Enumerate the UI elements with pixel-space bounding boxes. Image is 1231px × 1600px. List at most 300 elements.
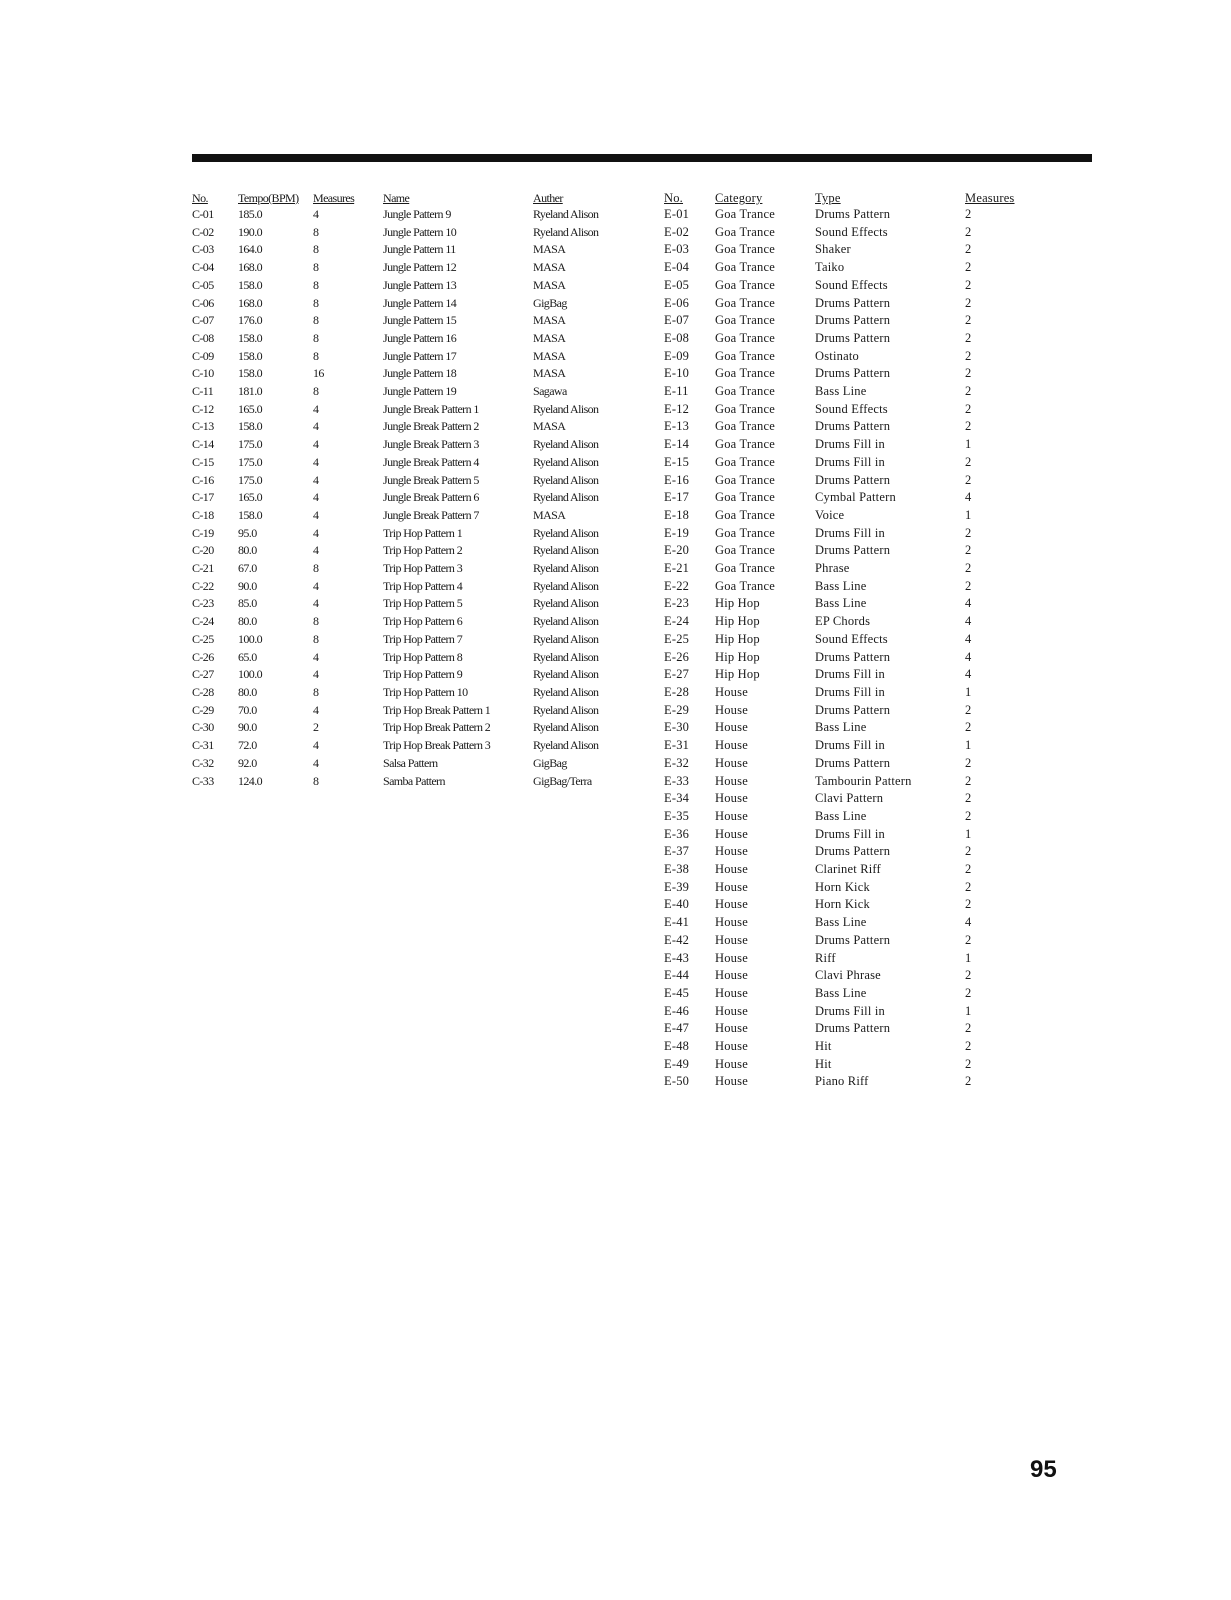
cell-tempo: 158.0 bbox=[238, 348, 263, 363]
table-row bbox=[192, 259, 651, 277]
cell-measures: 2 bbox=[965, 472, 972, 487]
cell-type: Clarinet Riff bbox=[815, 862, 881, 877]
cell-name: Jungle Break Pattern 1 bbox=[383, 401, 479, 416]
cell-measures: 4 bbox=[313, 419, 319, 434]
cell-auther: MASA bbox=[533, 242, 566, 257]
cell-no: E-27 bbox=[664, 667, 690, 682]
cell-no: E-18 bbox=[664, 507, 690, 522]
cell-no: C-02 bbox=[192, 224, 214, 239]
table-row bbox=[664, 950, 1035, 968]
cell-type: Drums Pattern bbox=[815, 313, 891, 328]
cell-type: Phrase bbox=[815, 561, 850, 576]
cell-measures: 2 bbox=[313, 720, 319, 735]
cell-no: E-45 bbox=[664, 985, 690, 1000]
c-header-name: Name bbox=[383, 191, 410, 205]
cell-category: Goa Trance bbox=[715, 419, 775, 434]
table-row bbox=[192, 436, 651, 454]
cell-category: House bbox=[715, 897, 748, 912]
cell-type: Drums Pattern bbox=[815, 932, 891, 947]
cell-name: Jungle Break Pattern 5 bbox=[383, 472, 479, 487]
cell-no: E-41 bbox=[664, 915, 690, 930]
e-header-category: Category bbox=[715, 191, 763, 205]
cell-no: E-50 bbox=[664, 1074, 690, 1089]
c-table-header-row bbox=[192, 186, 651, 206]
cell-no: E-35 bbox=[664, 808, 690, 823]
cell-name: Jungle Break Pattern 4 bbox=[383, 454, 479, 469]
cell-name: Samba Pattern bbox=[383, 773, 445, 788]
cell-type: Piano Riff bbox=[815, 1074, 869, 1089]
cell-measures: 4 bbox=[313, 702, 319, 717]
cell-no: E-31 bbox=[664, 738, 690, 753]
cell-measures: 1 bbox=[965, 684, 972, 699]
cell-measures: 4 bbox=[313, 401, 319, 416]
cell-measures: 16 bbox=[313, 366, 324, 381]
cell-no: C-27 bbox=[192, 667, 214, 682]
cell-category: Goa Trance bbox=[715, 543, 775, 558]
cell-measures: 2 bbox=[965, 295, 972, 310]
cell-no: E-04 bbox=[664, 260, 690, 275]
cell-no: E-07 bbox=[664, 313, 690, 328]
e-header-no: No. bbox=[664, 191, 684, 205]
cell-no: C-19 bbox=[192, 525, 214, 540]
cell-no: E-19 bbox=[664, 525, 690, 540]
cell-auther: Ryeland Alison bbox=[533, 543, 599, 558]
cell-no: E-40 bbox=[664, 897, 690, 912]
cell-category: House bbox=[715, 808, 748, 823]
cell-type: Drums Fill in bbox=[815, 1003, 885, 1018]
cell-tempo: 100.0 bbox=[238, 667, 263, 682]
cell-measures: 4 bbox=[313, 207, 319, 221]
table-row bbox=[192, 383, 651, 401]
table-row bbox=[192, 295, 651, 313]
cell-category: House bbox=[715, 1021, 748, 1036]
cell-no: C-04 bbox=[192, 260, 214, 275]
cell-no: E-30 bbox=[664, 720, 690, 735]
cell-no: C-14 bbox=[192, 437, 214, 452]
cell-no: E-16 bbox=[664, 472, 690, 487]
c-header-no: No. bbox=[192, 191, 208, 205]
cell-no: E-14 bbox=[664, 437, 690, 452]
cell-no: E-44 bbox=[664, 968, 690, 983]
cell-measures: 4 bbox=[965, 596, 972, 611]
cell-measures: 2 bbox=[965, 207, 972, 221]
cell-auther: Ryeland Alison bbox=[533, 614, 599, 629]
cell-no: E-47 bbox=[664, 1021, 690, 1036]
cell-name: Trip Hop Pattern 4 bbox=[383, 578, 463, 593]
cell-name: Trip Hop Pattern 6 bbox=[383, 614, 463, 629]
cell-no: E-42 bbox=[664, 932, 690, 947]
cell-measures: 8 bbox=[313, 561, 319, 576]
cell-measures: 4 bbox=[313, 454, 319, 469]
cell-no: C-24 bbox=[192, 614, 214, 629]
cell-type: Drums Pattern bbox=[815, 366, 891, 381]
cell-tempo: 92.0 bbox=[238, 755, 257, 770]
cell-no: C-31 bbox=[192, 738, 214, 753]
cell-measures: 4 bbox=[965, 667, 972, 682]
cell-measures: 2 bbox=[965, 384, 972, 399]
table-row bbox=[192, 737, 651, 755]
cell-auther: MASA bbox=[533, 313, 566, 328]
cell-category: House bbox=[715, 915, 748, 930]
table-row bbox=[664, 436, 1035, 454]
table-row bbox=[664, 649, 1035, 667]
cell-tempo: 85.0 bbox=[238, 596, 257, 611]
cell-type: Bass Line bbox=[815, 720, 867, 735]
table-row bbox=[192, 277, 651, 295]
cell-no: C-21 bbox=[192, 561, 214, 576]
table-row bbox=[664, 985, 1035, 1003]
cell-type: Drums Pattern bbox=[815, 844, 891, 859]
cell-name: Jungle Pattern 15 bbox=[383, 313, 457, 328]
cell-auther: Ryeland Alison bbox=[533, 667, 599, 682]
cell-measures: 2 bbox=[965, 260, 972, 275]
cell-tempo: 175.0 bbox=[238, 472, 263, 487]
cell-no: C-25 bbox=[192, 631, 214, 646]
cell-no: C-26 bbox=[192, 649, 214, 664]
cell-no: C-30 bbox=[192, 720, 214, 735]
cell-type: Bass Line bbox=[815, 915, 867, 930]
cell-measures: 4 bbox=[313, 596, 319, 611]
cell-measures: 1 bbox=[965, 437, 972, 452]
cell-auther: Ryeland Alison bbox=[533, 684, 599, 699]
cell-category: Goa Trance bbox=[715, 260, 775, 275]
cell-no: E-02 bbox=[664, 224, 690, 239]
table-row bbox=[192, 472, 651, 490]
cell-no: E-10 bbox=[664, 366, 690, 381]
cell-no: C-23 bbox=[192, 596, 214, 611]
table-row bbox=[664, 295, 1035, 313]
cell-name: Trip Hop Break Pattern 1 bbox=[383, 702, 491, 717]
cell-measures: 8 bbox=[313, 330, 319, 345]
e-header-measures: Measures bbox=[965, 191, 1015, 205]
cell-no: C-32 bbox=[192, 755, 214, 770]
cell-no: E-38 bbox=[664, 862, 690, 877]
cell-type: Sound Effects bbox=[815, 631, 888, 646]
cell-auther: Ryeland Alison bbox=[533, 561, 599, 576]
cell-no: E-01 bbox=[664, 207, 690, 221]
cell-no: C-28 bbox=[192, 684, 214, 699]
table-row bbox=[664, 684, 1035, 702]
cell-no: E-08 bbox=[664, 330, 690, 345]
cell-no: E-48 bbox=[664, 1039, 690, 1054]
table-row bbox=[664, 560, 1035, 578]
table-row bbox=[664, 666, 1035, 684]
cell-name: Trip Hop Pattern 9 bbox=[383, 667, 463, 682]
table-row bbox=[664, 578, 1035, 596]
cell-category: House bbox=[715, 950, 748, 965]
cell-tempo: 175.0 bbox=[238, 454, 263, 469]
cell-no: C-13 bbox=[192, 419, 214, 434]
cell-no: E-06 bbox=[664, 295, 690, 310]
cell-measures: 2 bbox=[965, 224, 972, 239]
cell-no: E-24 bbox=[664, 614, 690, 629]
cell-auther: GigBag bbox=[533, 755, 567, 770]
cell-no: E-46 bbox=[664, 1003, 690, 1018]
cell-measures: 2 bbox=[965, 1021, 972, 1036]
cell-category: Goa Trance bbox=[715, 224, 775, 239]
cell-measures: 2 bbox=[965, 755, 972, 770]
cell-no: C-29 bbox=[192, 702, 214, 717]
cell-tempo: 100.0 bbox=[238, 631, 263, 646]
cell-auther: Ryeland Alison bbox=[533, 738, 599, 753]
cell-category: Goa Trance bbox=[715, 384, 775, 399]
cell-tempo: 164.0 bbox=[238, 242, 263, 257]
cell-measures: 8 bbox=[313, 295, 319, 310]
table-row bbox=[192, 631, 651, 649]
table-row bbox=[192, 595, 651, 613]
cell-measures: 4 bbox=[313, 738, 319, 753]
cell-type: Drums Pattern bbox=[815, 543, 891, 558]
cell-measures: 4 bbox=[313, 437, 319, 452]
cell-type: Voice bbox=[815, 507, 845, 522]
cell-name: Jungle Break Pattern 7 bbox=[383, 507, 479, 522]
cell-no: E-17 bbox=[664, 490, 690, 505]
cell-type: Drums Pattern bbox=[815, 330, 891, 345]
cell-measures: 4 bbox=[313, 543, 319, 558]
cell-measures: 8 bbox=[313, 242, 319, 257]
cell-type: Cymbal Pattern bbox=[815, 490, 896, 505]
cell-type: Drums Pattern bbox=[815, 207, 891, 221]
cell-auther: GigBag bbox=[533, 295, 567, 310]
cell-type: Sound Effects bbox=[815, 401, 888, 416]
cell-auther: Ryeland Alison bbox=[533, 720, 599, 735]
cell-tempo: 158.0 bbox=[238, 277, 263, 292]
cell-name: Trip Hop Pattern 7 bbox=[383, 631, 463, 646]
cell-name: Jungle Pattern 19 bbox=[383, 384, 457, 399]
cell-category: House bbox=[715, 773, 748, 788]
table-row bbox=[664, 737, 1035, 755]
cell-measures: 2 bbox=[965, 932, 972, 947]
cell-measures: 8 bbox=[313, 277, 319, 292]
cell-name: Jungle Pattern 13 bbox=[383, 277, 457, 292]
table-row bbox=[664, 967, 1035, 985]
cell-type: Bass Line bbox=[815, 578, 867, 593]
cell-measures: 2 bbox=[965, 1074, 972, 1089]
c-table-body bbox=[192, 206, 651, 790]
cell-type: Hit bbox=[815, 1039, 832, 1054]
cell-measures: 4 bbox=[313, 525, 319, 540]
cell-measures: 8 bbox=[313, 614, 319, 629]
table-row bbox=[192, 666, 651, 684]
table-row bbox=[664, 702, 1035, 720]
cell-no: C-15 bbox=[192, 454, 214, 469]
table-row bbox=[664, 719, 1035, 737]
table-row bbox=[192, 525, 651, 543]
cell-category: Hip Hop bbox=[715, 631, 760, 646]
table-row bbox=[664, 348, 1035, 366]
cell-measures: 2 bbox=[965, 968, 972, 983]
table-row bbox=[664, 896, 1035, 914]
table-row bbox=[192, 241, 651, 259]
cell-measures: 1 bbox=[965, 507, 972, 522]
c-header-tempo: Tempo(BPM) bbox=[238, 191, 299, 205]
cell-type: Tambourin Pattern bbox=[815, 773, 912, 788]
table-row bbox=[664, 542, 1035, 560]
cell-tempo: 158.0 bbox=[238, 419, 263, 434]
cell-measures: 4 bbox=[965, 915, 972, 930]
cell-no: E-36 bbox=[664, 826, 690, 841]
cell-category: Goa Trance bbox=[715, 313, 775, 328]
cell-no: C-17 bbox=[192, 490, 214, 505]
cell-measures: 2 bbox=[965, 844, 972, 859]
cell-name: Salsa Pattern bbox=[383, 755, 438, 770]
cell-category: Hip Hop bbox=[715, 667, 760, 682]
table-row bbox=[192, 542, 651, 560]
table-row bbox=[192, 401, 651, 419]
cell-category: Goa Trance bbox=[715, 366, 775, 381]
table-row bbox=[192, 507, 651, 525]
cell-measures: 8 bbox=[313, 684, 319, 699]
table-row bbox=[664, 773, 1035, 791]
cell-name: Trip Hop Pattern 8 bbox=[383, 649, 463, 664]
table-row bbox=[664, 595, 1035, 613]
table-row bbox=[664, 1073, 1035, 1091]
cell-measures: 8 bbox=[313, 773, 319, 788]
cell-auther: Ryeland Alison bbox=[533, 472, 599, 487]
cell-no: C-01 bbox=[192, 207, 214, 221]
cell-measures: 4 bbox=[965, 490, 972, 505]
cell-auther: MASA bbox=[533, 330, 566, 345]
cell-type: Bass Line bbox=[815, 596, 867, 611]
cell-measures: 2 bbox=[965, 1039, 972, 1054]
table-row bbox=[664, 613, 1035, 631]
cell-no: E-26 bbox=[664, 649, 690, 664]
cell-category: House bbox=[715, 1074, 748, 1089]
table-row bbox=[664, 241, 1035, 259]
cell-category: Goa Trance bbox=[715, 454, 775, 469]
table-row bbox=[664, 932, 1035, 950]
cell-no: C-20 bbox=[192, 543, 214, 558]
cell-auther: MASA bbox=[533, 260, 566, 275]
cell-category: House bbox=[715, 702, 748, 717]
cell-measures: 2 bbox=[965, 366, 972, 381]
cell-type: Horn Kick bbox=[815, 879, 870, 894]
cell-category: House bbox=[715, 968, 748, 983]
cell-tempo: 65.0 bbox=[238, 649, 257, 664]
cell-type: Sound Effects bbox=[815, 277, 888, 292]
cell-type: Drums Pattern bbox=[815, 649, 891, 664]
cell-no: E-20 bbox=[664, 543, 690, 558]
table-row bbox=[664, 489, 1035, 507]
cell-type: Bass Line bbox=[815, 384, 867, 399]
cell-category: Goa Trance bbox=[715, 207, 775, 221]
cell-category: Goa Trance bbox=[715, 277, 775, 292]
cell-no: E-15 bbox=[664, 454, 690, 469]
cell-type: Clavi Pattern bbox=[815, 791, 884, 806]
cell-no: C-12 bbox=[192, 401, 214, 416]
table-row bbox=[664, 330, 1035, 348]
table-row bbox=[192, 224, 651, 242]
cell-name: Jungle Pattern 11 bbox=[383, 242, 456, 257]
cell-name: Trip Hop Pattern 10 bbox=[383, 684, 468, 699]
cell-measures: 2 bbox=[965, 454, 972, 469]
cell-category: House bbox=[715, 1039, 748, 1054]
cell-auther: MASA bbox=[533, 348, 566, 363]
cell-no: E-03 bbox=[664, 242, 690, 257]
cell-auther: Ryeland Alison bbox=[533, 207, 599, 221]
cell-type: Drums Pattern bbox=[815, 472, 891, 487]
cell-auther: Ryeland Alison bbox=[533, 578, 599, 593]
cell-no: E-11 bbox=[664, 384, 689, 399]
cell-no: C-10 bbox=[192, 366, 214, 381]
cell-tempo: 181.0 bbox=[238, 384, 263, 399]
table-row bbox=[192, 649, 651, 667]
cell-no: E-28 bbox=[664, 684, 690, 699]
cell-name: Jungle Pattern 12 bbox=[383, 260, 457, 275]
table-row bbox=[664, 843, 1035, 861]
cell-auther: Ryeland Alison bbox=[533, 454, 599, 469]
cell-measures: 2 bbox=[965, 330, 972, 345]
c-header-auther: Auther bbox=[533, 191, 563, 205]
cell-measures: 8 bbox=[313, 631, 319, 646]
cell-measures: 1 bbox=[965, 738, 972, 753]
cell-type: Bass Line bbox=[815, 985, 867, 1000]
cell-no: C-06 bbox=[192, 295, 214, 310]
table-row bbox=[664, 507, 1035, 525]
cell-no: E-13 bbox=[664, 419, 690, 434]
cell-type: Drums Fill in bbox=[815, 525, 885, 540]
table-row bbox=[664, 790, 1035, 808]
cell-tempo: 124.0 bbox=[238, 773, 263, 788]
table-row bbox=[664, 861, 1035, 879]
cell-no: E-21 bbox=[664, 561, 690, 576]
cell-measures: 2 bbox=[965, 702, 972, 717]
cell-category: Goa Trance bbox=[715, 348, 775, 363]
cell-name: Jungle Pattern 18 bbox=[383, 366, 457, 381]
cell-category: House bbox=[715, 985, 748, 1000]
cell-auther: MASA bbox=[533, 507, 566, 522]
cell-measures: 2 bbox=[965, 808, 972, 823]
cell-measures: 4 bbox=[313, 755, 319, 770]
cell-type: Drums Pattern bbox=[815, 702, 891, 717]
cell-type: Bass Line bbox=[815, 808, 867, 823]
e-table-header-row bbox=[664, 186, 1035, 206]
table-row bbox=[192, 773, 651, 791]
cell-measures: 2 bbox=[965, 578, 972, 593]
cell-auther: MASA bbox=[533, 419, 566, 434]
cell-category: House bbox=[715, 720, 748, 735]
cell-no: C-07 bbox=[192, 313, 214, 328]
cell-no: E-33 bbox=[664, 773, 690, 788]
cell-no: C-18 bbox=[192, 507, 214, 522]
cell-type: Riff bbox=[815, 950, 836, 965]
cell-name: Jungle Pattern 9 bbox=[383, 207, 451, 221]
cell-no: E-43 bbox=[664, 950, 690, 965]
cell-auther: MASA bbox=[533, 277, 566, 292]
cell-type: Hit bbox=[815, 1056, 832, 1071]
cell-name: Trip Hop Pattern 1 bbox=[383, 525, 463, 540]
cell-measures: 2 bbox=[965, 791, 972, 806]
cell-auther: Ryeland Alison bbox=[533, 702, 599, 717]
cell-name: Trip Hop Pattern 2 bbox=[383, 543, 463, 558]
cell-tempo: 90.0 bbox=[238, 578, 257, 593]
table-row bbox=[664, 525, 1035, 543]
cell-category: House bbox=[715, 755, 748, 770]
cell-tempo: 165.0 bbox=[238, 401, 263, 416]
table-row bbox=[664, 808, 1035, 826]
cell-tempo: 176.0 bbox=[238, 313, 263, 328]
cell-category: Hip Hop bbox=[715, 649, 760, 664]
table-row bbox=[664, 383, 1035, 401]
cell-no: E-12 bbox=[664, 401, 690, 416]
cell-name: Jungle Pattern 10 bbox=[383, 224, 457, 239]
cell-category: House bbox=[715, 684, 748, 699]
cell-tempo: 185.0 bbox=[238, 207, 263, 221]
cell-category: Goa Trance bbox=[715, 578, 775, 593]
table-row bbox=[664, 1056, 1035, 1074]
cell-measures: 2 bbox=[965, 879, 972, 894]
cell-category: House bbox=[715, 1056, 748, 1071]
